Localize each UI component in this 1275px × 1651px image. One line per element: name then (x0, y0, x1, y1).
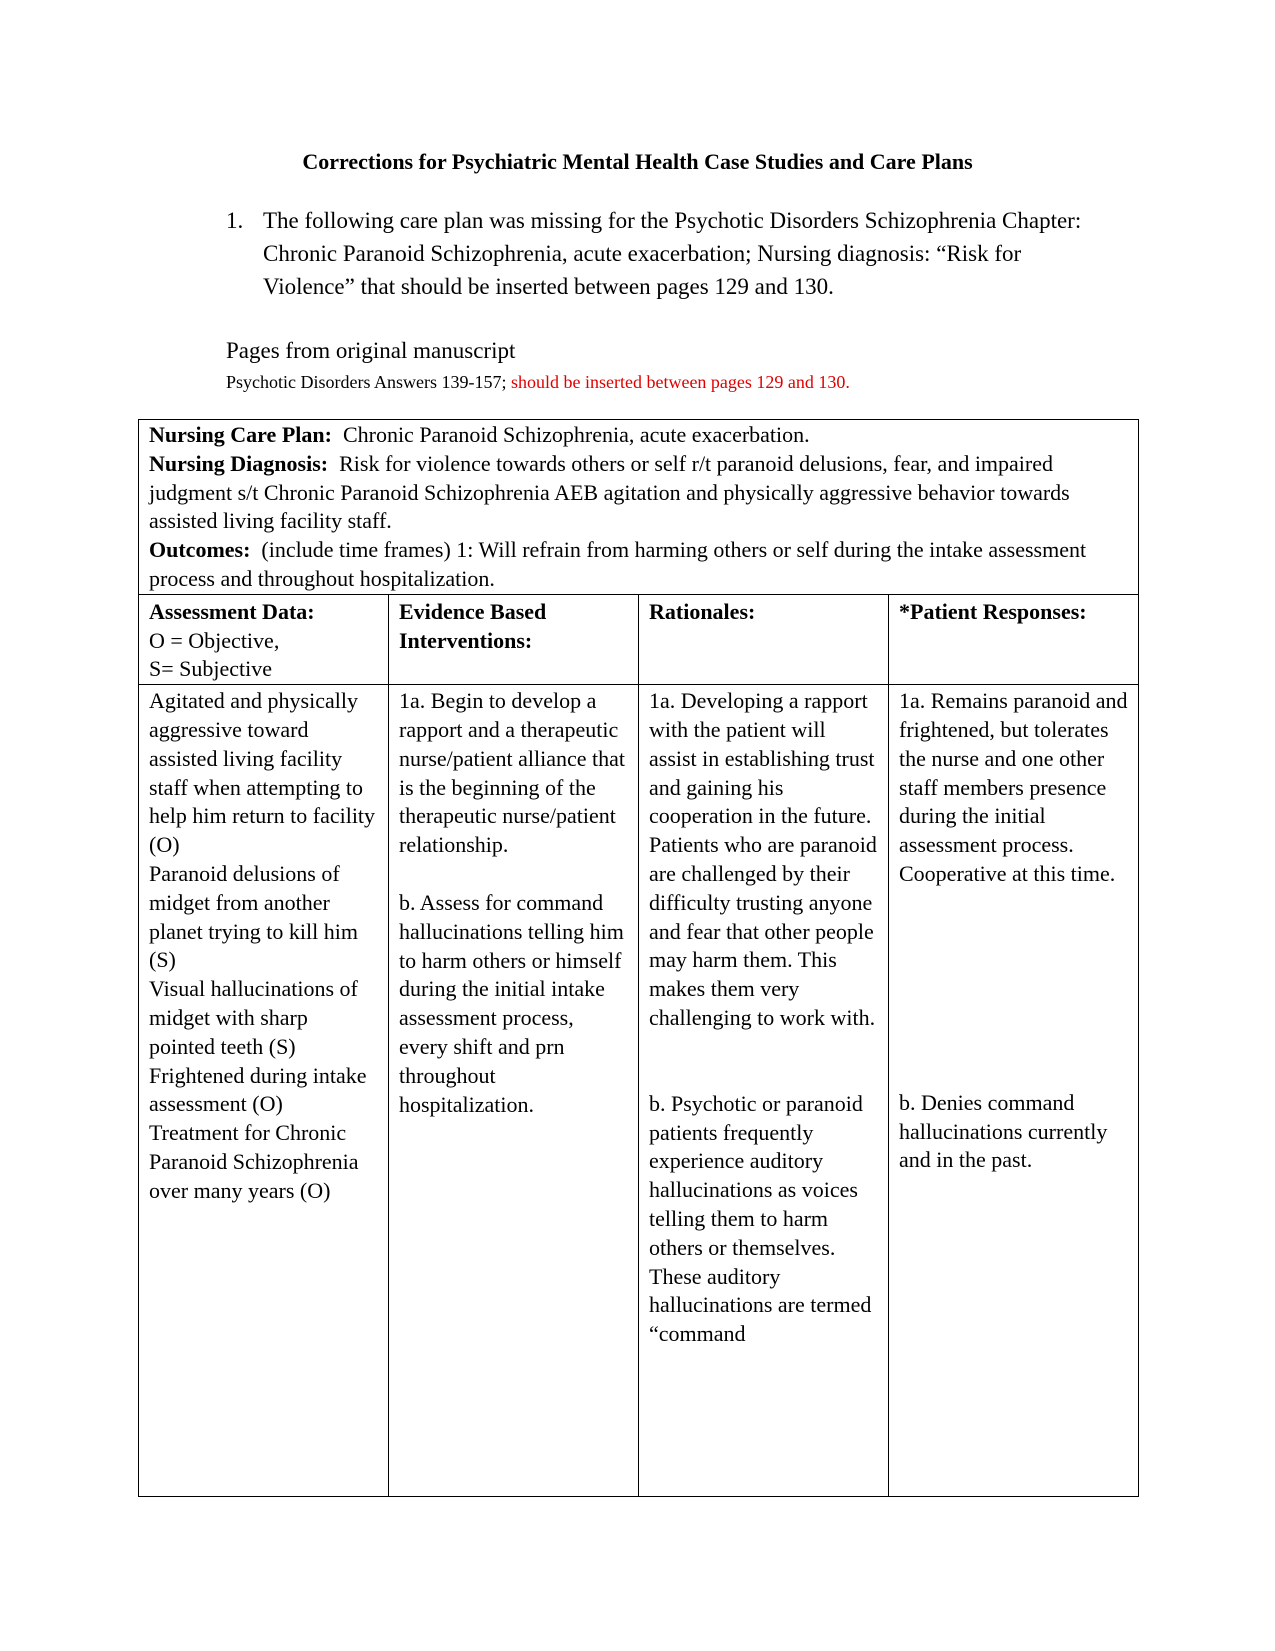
outcomes-line (149, 536, 1128, 594)
pages-note-insertion: should be inserted between pages 129 and 130. (510, 372, 850, 392)
plan-label: Nursing Care Plan: (149, 422, 332, 447)
pages-heading: Pages from original manuscript (226, 338, 516, 363)
numbered-item-1 (226, 204, 1106, 303)
item-number: 1. (226, 208, 244, 233)
rationales-cell (639, 685, 889, 1497)
response-1b: b. Denies command hallucinations currently and in the past. (899, 1089, 1108, 1173)
assessment-subjective-key: S= Subjective (149, 656, 273, 682)
response-1a: 1a. Remains paranoid and frightened, but tolerates the nurse and one other staff members presence during the initial assessment process. Cooperative at this time. (899, 688, 1128, 886)
item-text: The following care plan was missing for the Psychotic Disorders Schizophrenia Chapter: Chronic Paranoid Schizophrenia, acute exacerbation; Nursing diagnosis: “Risk for Violence” that should be inserted between pages 129 and 130. (263, 208, 1082, 299)
assessment-column-header (139, 594, 389, 684)
rationale-1b: b. Psychotic or paranoid patients frequently experience auditory hallucinations as voices telling them to harm others or themselves. These auditory hallucinations are termed “command (649, 1090, 872, 1347)
responses-column-header: *Patient Responses: (889, 594, 1139, 684)
care-plan-table (138, 419, 1139, 1497)
assessment-item: Treatment for Chronic Paranoid Schizophrenia over many years (O) (149, 1120, 359, 1203)
intervention-1b: b. Assess for command hallucinations telling him to harm others or himself during the initial intake assessment process, every shift and prn throughout hospitalization. (399, 889, 624, 1117)
assessment-data-cell (139, 685, 389, 1497)
assessment-item: Visual hallucinations of midget with sharp pointed teeth (S) (149, 976, 358, 1059)
intervention-1a: 1a. Begin to develop a rapport and a therapeutic nurse/patient alliance that is the beginning of the therapeutic nurse/patient relationship. (399, 688, 626, 858)
patient-responses-cell (889, 685, 1139, 1497)
assessment-item: Agitated and physically aggressive toward assisted living facility staff when attempting to help him return to facility (O) (149, 688, 376, 858)
diagnosis-line (149, 450, 1128, 536)
diagnosis-label: Nursing Diagnosis: (149, 450, 329, 476)
pages-note-text: Psychotic Disorders Answers 139-157; (226, 372, 511, 392)
rationales-column-header: Rationales: (639, 594, 889, 684)
assessment-item: Paranoid delusions of midget from another planet trying to kill him (S) (149, 860, 358, 973)
interventions-column-header: Evidence Based Interventions: (389, 594, 639, 684)
outcomes-value: (include time frames) 1: Will refrain from harming others or self during the intake assessment process and throughout hospitalization. (149, 537, 1087, 591)
column-header-row (139, 594, 1139, 684)
care-plan-header (139, 420, 1139, 595)
pages-note (226, 370, 850, 394)
assessment-title: Assessment Data: (149, 598, 315, 624)
outcomes-label: Outcomes: (149, 537, 251, 563)
plan-line (149, 421, 1128, 450)
plan-value: Chronic Paranoid Schizophrenia, acute exacerbation. (342, 422, 810, 447)
care-plan-header-row (139, 420, 1139, 595)
assessment-item: Frightened during intake assessment (O) (149, 1062, 367, 1117)
rationale-1a: 1a. Developing a rapport with the patient will assist in establishing trust and gaining his cooperation in the future. Patients who are paranoid are challenged by their difficulty trusting anyone and fear that other people may harm them. This makes them very challenging to work with. (649, 688, 877, 1030)
care-plan-body-row (139, 685, 1139, 1497)
assessment-objective-key: O = Objective, (149, 627, 280, 653)
diagnosis-value: Risk for violence towards others or self r/t paranoid delusions, fear, and impaired judgment s/t Chronic Paranoid Schizophrenia AEB agitation and physically aggressive behavior towards assisted living facility staff. (149, 450, 1070, 534)
document-title: Corrections for Psychiatric Mental Health Case Studies and Care Plans (302, 149, 973, 174)
interventions-cell (389, 685, 639, 1497)
